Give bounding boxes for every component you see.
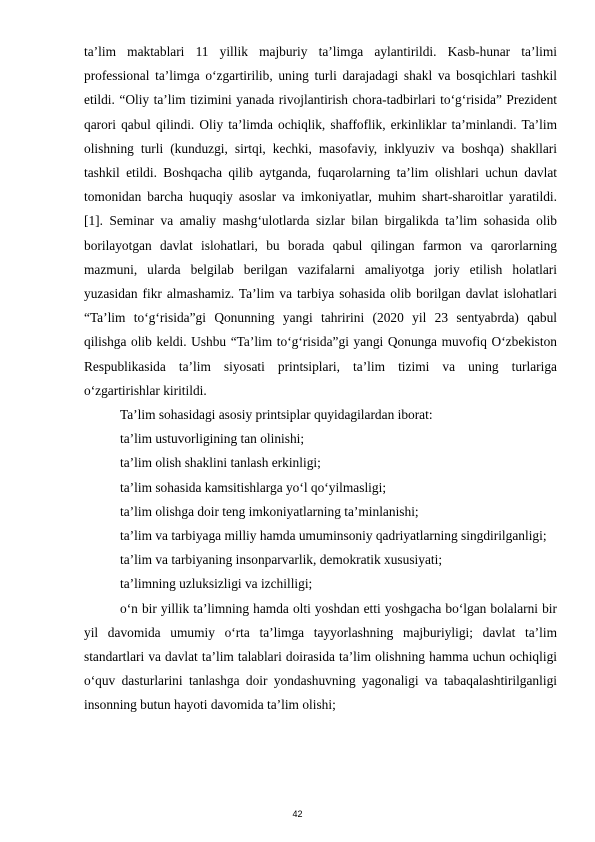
principle-item: ta’lim ustuvorligining tan olinishi;: [120, 431, 305, 447]
paragraph-intro: ta’lim maktablari 11 yillik majburiy ta’limga aylantirildi. Kasb-hunar ta’limi professional ta’limga o‘zgartirilib, uning turli darajadagi shakl va bosqichlari tashkil etildi. “Oliy ta’lim tizimini yanada rivojlantirish chora-tadbirlari to‘g‘risida” Prezident qarori qabul qilindi. Oliy ta’limda ochiqlik, shaffoflik, erkinliklar ta’minlandi. Ta’lim olishning turli (kunduzgi, sirtqi, kechki, masofaviy, inklyuziv va boshqa) shakllari tashkil etildi. Boshqacha qilib aytganda, fuqarolarning ta’lim olishlari uchun davlat tomonidan barcha huquqiy asoslar va imkoniyatlar, muhim shart-sharoitlar yaratildi. [1]. Seminar va amaliy mashg‘ulotlarda sizlar bilan birgalikda ta’lim sohasida olib borilayotgan davlat islohatlari, bu borada qabul qilingan farmon va qarorlarning mazmuni, ularda belgilab berilgan vazifalarni amaliyotga joriy etilish holatlari yuzasidan fikr almashamiz. Ta’lim va tarbiya sohasida olib borilgan davlat islohatlari “Ta’lim to‘g‘risida”gi Qonunning yangi tahririni (2020 yil 23 sentyabrda) qabul qilishga olib keldi. Ushbu “Ta’lim to‘g‘risida”gi yangi Qonunga muvofiq O‘zbekiston Respublikasida ta’lim siyosati printsiplari, ta’lim tizimi va uning turlariga o‘zgartirishlar kiritildi.: [84, 44, 557, 398]
principle-item: ta’lim va tarbiyaning insonparvarlik, demokratik xususiyati;: [120, 552, 443, 568]
paragraph-principles-heading: Ta’lim sohasidagi asosiy printsiplar quyidagilardan iborat:: [120, 407, 433, 423]
principle-item: ta’lim sohasida kamsitishlarga yo‘l qo‘yilmasligi;: [120, 479, 387, 495]
principle-item: ta’limning uzluksizligi va izchilligi;: [120, 576, 313, 592]
principle-item: ta’lim va tarbiyaga milliy hamda umuminsoniy qadriyatlarning singdirilganligi;: [120, 528, 547, 544]
page-number: 42: [292, 809, 303, 819]
principle-item: ta’lim olishga doir teng imkoniyatlarning ta’minlanishi;: [120, 503, 419, 519]
principle-item: o‘n bir yillik ta’limning hamda olti yoshdan etti yoshgacha bo‘lgan bolalarni bir yil davomida umumiy o‘rta ta’limga tayyorlashning majburiyligi; davlat ta’lim standartlari va davlat ta’lim talablari doirasida ta’lim olishning hamma uchun ochiqligi o‘quv dasturlarini tanlashga doir yondashuvning yagonaligi va tabaqalashtirilganligi insonning butun hayoti davomida ta’lim olishi;: [84, 600, 557, 713]
document-body: [84, 40, 557, 718]
principle-item: ta’lim olish shaklini tanlash erkinligi;: [120, 455, 321, 471]
